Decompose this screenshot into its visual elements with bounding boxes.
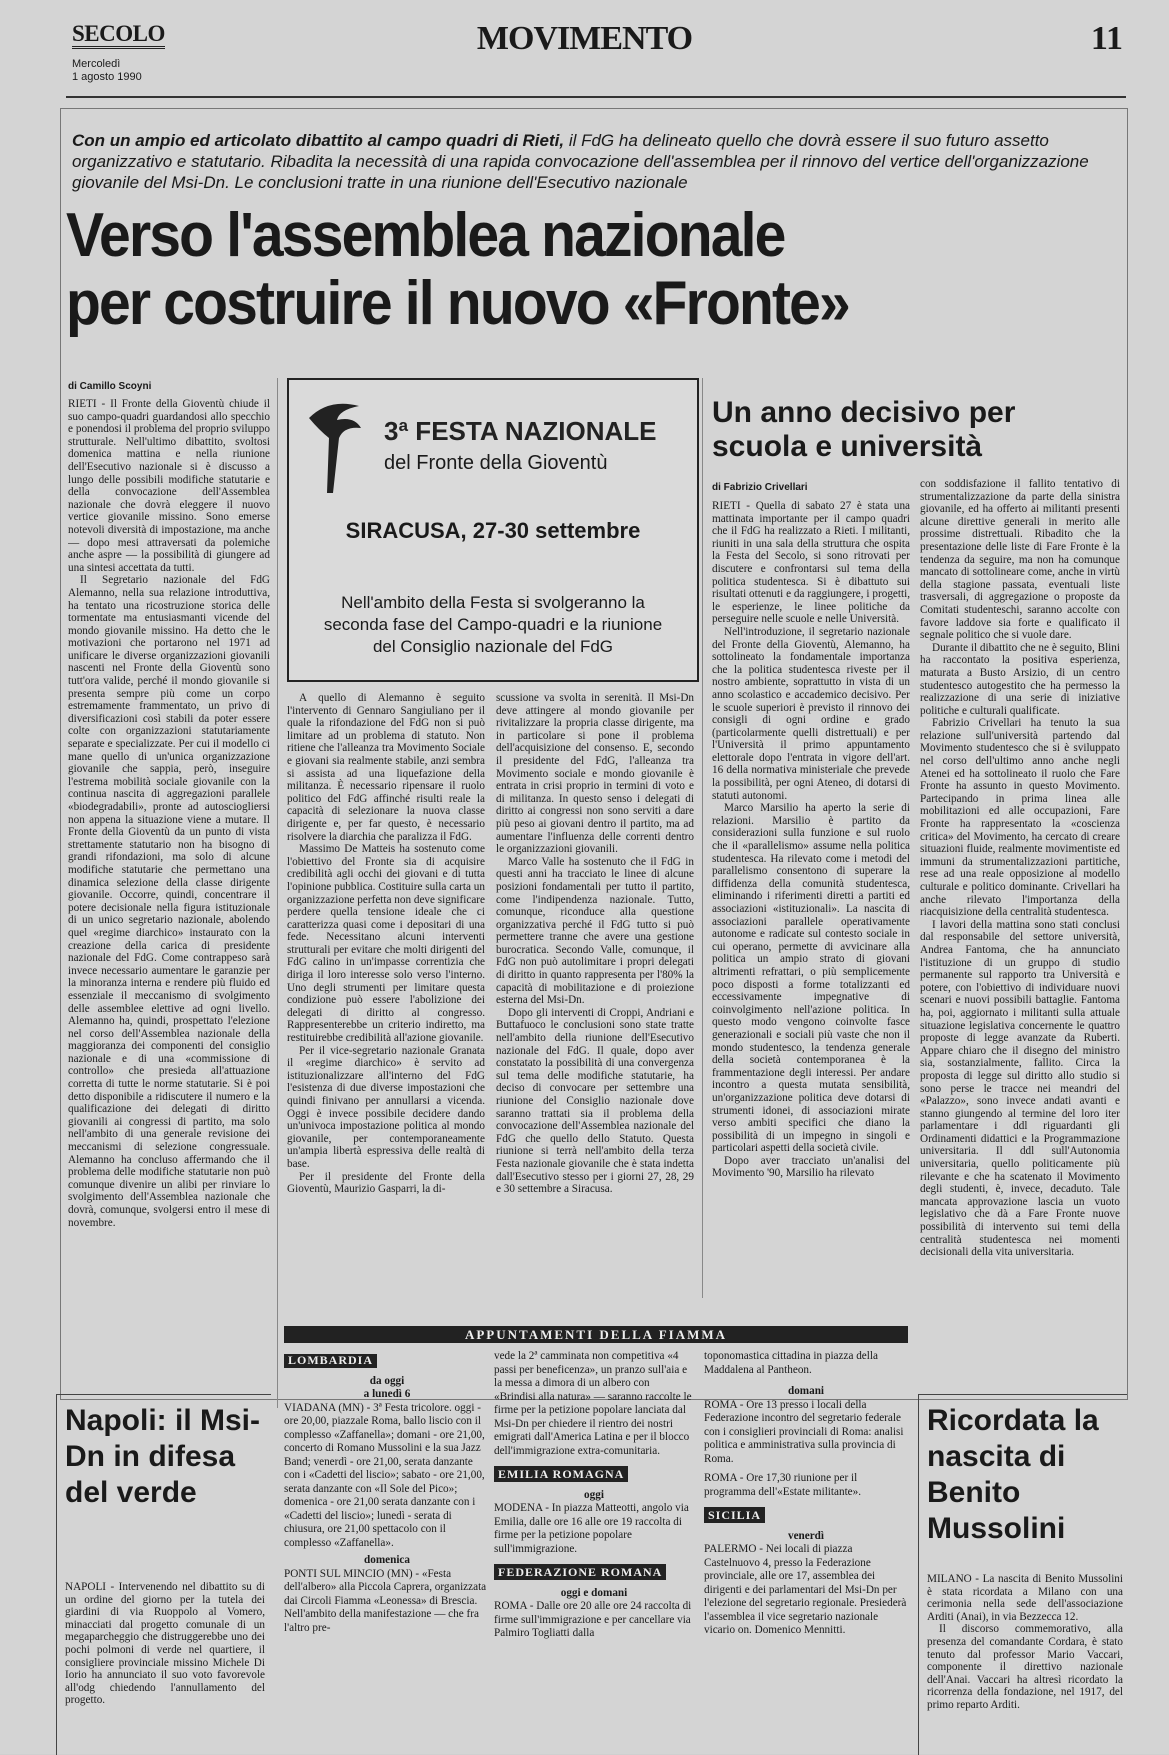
appuntamenti-col-2 [494, 1350, 694, 1749]
main-col2-p4: Per il presidente del Fronte della Gioventù, Maurizio Gasparri, la di- [287, 1170, 485, 1196]
masthead-logo: SECOLO [72, 22, 165, 49]
main-col2-p1: A quello di Alemanno è seguito l'intervento di Gennaro Sangiuliano per il quale la rifondazione del FdG non si può limitare ad un problema di statuto. Non ritiene che l'alleanza tra Movimento Sociale e giovani sia realmente stabile, anzi sembra si assista ad una liquefazione della militanza. È necessario ripensare il ruolo politico del FdG affinché risulti reale la capacità di selezionare la nuova classe dirigente e, per far questo, è necessario risolvere la diarchia che paralizza il FdG. [287, 692, 485, 843]
region-label: SICILIA [704, 1507, 765, 1523]
mussolini-headline: Ricordata la nascita di Benito Mussolini [927, 1404, 1099, 1545]
column-divider [702, 378, 703, 1298]
main-col3-p1: scussione va svolta in serenità. Il Msi-Dn deve attingere al mondo giovanile per rivitalizzare la propria classe dirigente, ma in particolare si pone il problema dell'acquisizione del consenso. E, secondo il presidente del FdG, l'alleanza tra Movimento sociale e mondo giovanile è entrata in crisi proprio in termini di voto e di militanza. In questo senso i delegati di diritto ai congressi non sono serviti a dare più peso ai giovani dentro il partito, ma ad aumentare l'influenza delle correnti dentro le organizzazioni giovanili. [496, 692, 694, 856]
scuola-col2-p2: Durante il dibattito che ne è seguito, Blini ha raccontato la positiva esperienza, maturata a Busto Arsizio, di un centro studentesco autogestito che ha permesso la realizzazione di una serie di iniziative politiche e culturali qualificate. [920, 641, 1120, 717]
napoli-body [65, 1581, 265, 1751]
main-byline: di Camillo Scoyni [68, 381, 152, 392]
main-col3-p2: Marco Valle ha sostenuto che il FdG in questi anni ha tracciato le linee di alcune posizioni fondamentali per tutto il partito, come l'indipendenza nazionale. Tutto, comunque, riconduce alla questione organizzativa perché il FdG tutto si può permettere tranne che avere una gestione burocratica. Secondo Valle, comunque, il FdG non può autolimitare i propri delegati di diritto in quanto rappresenta per l'80% la capacità di mobilitazione e di proiezione esterna del Msi-Dn. [496, 855, 694, 1007]
ap-when: oggi [584, 1488, 604, 1501]
appuntamenti-bar: APPUNTAMENTI DELLA FIAMMA [284, 1326, 908, 1343]
festa-subtitle: del Fronte della Gioventù [384, 452, 608, 474]
scuola-col1-p4: Dopo aver tracciato un'analisi del Movimento '90, Marsilio ha rilevato [712, 1154, 910, 1180]
ap-entry: ROMA - Dalle ore 20 alle ore 24 raccolta di firme sull'immigrazione e per cancellare via Palmiro Togliatti dalla [494, 1600, 692, 1639]
scuola-col1-p3: Marco Marsilio ha aperto la serie di relazioni. Marsilio è partito da considerazioni sulla funzione e sul ruolo che il «parallelismo» assume nella politica studentesca. Ha rilevato come i metodi del parallelismo consentono di superare la diffidenza della comunità studentesca, eliminando i riferimenti diretti a partiti ed associazioni «istituzionali». La nascita di associazioni parallele operativamente autonome e radicate sul contesto sociale in cui operano, permette di avvicinare alla politica un ampio strato di giovani altrimenti refrattari, o più semplicemente poco disposti a forme totalizzanti ed eccessivamente impegnative di coinvolgimento nell'azione politica. In questo modo vengono coinvolte fasce generazionali e sociali più vaste che non il mondo studentesco, la tendenza generale della società contemporanea è la frammentazione degli interessi. Per andare incontro a questa mutata sensibilità, un'organizzazione politica deve dotarsi di strumenti idonei, di associazioni mirate verso ambiti specifici che diano la possibilità di un impegno in singoli e particolari aspetti della società civile. [712, 802, 910, 1155]
region-label: LOMBARDIA [284, 1354, 377, 1368]
torch-flame-icon [299, 398, 369, 498]
mussolini-body-p2: Il discorso commemorativo, alla presenza del comandante Cordara, è stato tenuto dal professor Mario Vaccari, componente il direttivo nazionale dell'Anai. Vaccari ha altresì ricordato la ricorrenza della fondazione, nel 1917, del primo reparto Arditi. [927, 1623, 1123, 1711]
appuntamenti-col-1 [284, 1354, 490, 1749]
column-divider [277, 378, 278, 1408]
napoli-box [56, 1394, 271, 1755]
headline-line-1: Verso l'assemblea nazionale [66, 201, 785, 270]
ap-when: venerdì [787, 1529, 825, 1542]
headline-line-2: per costruire il nuovo «Fronte» [66, 269, 849, 338]
main-article-col-2 [287, 692, 485, 1302]
main-headline [66, 202, 1041, 338]
scuola-byline: di Fabrizio Crivellari [712, 482, 808, 493]
masthead-date-value: 1 agosto 1990 [72, 71, 142, 83]
ap-entry: vede la 2ª camminata non competitiva «4 passi per beneficenza», un pranzo sull'aia e la messa a dimora di un albero con «Brindisi alla natura» — saranno raccolte le firme per la petizione popolare lanciata dal Msi-Dn per chiedere il rientro dei nostri emigrati dall'America Latina e per il blocco dell'immigrazione extra-comunitaria. [494, 1350, 692, 1457]
main-col1-p2: Il Segretario nazionale del FdG Alemanno, nella sua relazione introduttiva, ha tentato una ricostruzione storica delle tormentate ma entusiasmanti vicende del mondo giovanile missino. Ha detto che le motivazioni che portarono nel 1971 ad unificare le diverse organizzazioni giovanili nascenti nel Fronte della Gioventù sono tutt'ora valide, perché il mondo giovanile si presenta sempre più come un corpo estremamente frammentato, un privo di diversificazioni così stabili da poter essere colte con organizzazioni statutariamente separate e specializzate. Per cui il modello ci mane quello di un'unica organizzazione giovanile che sappia, però, inseguire l'estrema mobilità sociale giovanile con la continua nascita di aggregazioni parallele «biodegradabili», pronte ad autosciogliersi non appena la situazione viene a mutare. Il Fronte della Gioventù da un punto di vista strettamente statutario non ha bisogno di grandi rifondazioni, ma solo di alcune modifiche statutarie che permettano una dinamica selezione della classe dirigente giovanile. Occorre, quindi, concentrare il potere decisionale nella figura istituzionale di un unico segretario nazionale, abolendo quel «regime diarchico» instaurato con la creazione della carica di presidente nazionale del FdG. Come contrappeso sarà invece necessario aumentare le garanzie per la minoranza interna e rendere più fluido ed essenziale il meccanismo di svolgimento delle assemblee elettive ad ogni livello. Alemanno ha, quindi, prospettato l'elezione nel corso dell'Assemblea nazionale della maggioranza dei componenti del consiglio nazionale e di una «commissione di controllo» che presieda all'attuazione corretta di tutte le norme statutarie. Si è poi detto disponibile a ridiscutere il numero e la qualificazione dei delegati di diritto giovanili ai congressi di partito, ma solo nell'ambito di una generale revisione dei meccanismi di selezione congressuale. Alemanno ha concluso affermando che il problema delle modifiche statutarie non può comunque divenire un alibi per rinviare lo svolgimento dell'Assemblea nazionale che dovrà, comunque, svolgersi entro il mese di novembre. [68, 574, 270, 1229]
region-label: EMILIA ROMAGNA [494, 1466, 628, 1482]
mussolini-box [918, 1394, 1127, 1755]
ap-when: a lunedì 6 [363, 1388, 411, 1400]
section-title: MOVIMENTO [476, 20, 693, 57]
main-col1-p1: RIETI - Il Fronte della Gioventù chiude il suo campo-quadri guardandosi allo specchio e ponendosi il problema del proprio sviluppo strutturale. Nell'ultimo dibattito, svoltosi domenica mattina e nella riunione dell'Esecutivo nazionale si è discusso a lungo delle possibili modifiche statutarie e della convocazione dell'Assemblea nazionale che dovrà eleggere il nuovo vertice giovanile missino. Sono emerse notevoli diversità di impostazione, ma anche — dopo mesi attraversati da polemiche anche aspre — la possibilità di giungere ad una sintesi accettata da tutti. [68, 398, 270, 574]
ap-when: da oggi [369, 1374, 405, 1387]
ap-entry: ROMA - Ore 17,30 riunione per il programma dell'«Estate militante». [704, 1472, 862, 1498]
scuola-col2-p4: I lavori della mattina sono stati conclusi dal responsabile del settore università, Andrea Fantoma, che ha annunciato l'istituzione di un gruppo di studio permanente sul rapporto tra Università e potere, con l'obiettivo di individuare nuovi scenari e nuovi possibili battaglie. Fantoma ha, poi, aggiornato i militanti sulla attuale situazione legislativa concernente le quattro proposte di legge avanzate da Ruberti. Appare chiaro che il disegno del ministro sia, sostanzialmente, fallito. Circa la proposta di legge sul diritto allo studio si sono perse le tracce nei meandri del «Palazzo», sono invece andati avanti e stanno giungendo al termine del loro iter parlamentare i ddl riguardanti gli Ordinamenti didattici e la Programmazione universitaria. Il ddl sull'Autonomia universitaria, quello politicamente più rilevante e che ha scatenato il Movimento degli studenti, è, invece, decaduto. Tale mancata approvazione lascia un vuoto legislativo che dà a Fare Fronte nuove possibilità di intervento sui temi della centralità studentesca nei momenti decisionali della vita universitaria. [920, 918, 1120, 1259]
ap-entry: VIADANA (MN) - 3ª Festa tricolore. oggi - ore 20,00, piazzale Roma, ballo liscio con il complesso «Zaffanella»; domani - ore 21,00, concerto di Romano Mussolini e la sua Jazz Band; venerdì - ore 21,00, serata danzante con i «Cadetti del liscio»; sabato - ore 21,00, serata danzante con «Il Sole del Pico»; domenica - ore 21,00 serata danzante con i «Cadetti del liscio»; lunedì - serata di chiusura, ore 21,00 spettacolo con il complesso «Zaffanella». [284, 1401, 485, 1549]
ap-entry: PONTI SUL MINCIO (MN) - «Festa dell'albero» alla Piccola Caprera, organizzata dai Circoli Fiamma «Leonessa» di Brescia. Nell'ambito della manifestazione — che fra l'altro pre- [284, 1567, 487, 1634]
ap-entry: ROMA - Ore 13 presso i locali della Federazione incontro del segretario federale con i consiglieri provinciali di Roma: analisi politica e amministrativa sulla provincia di Roma. [704, 1398, 904, 1465]
napoli-headline: Napoli: il Msi-Dn in difesa del verde [65, 1404, 260, 1509]
scuola-col2-p3: Fabrizio Crivellari ha tenuto la sua relazione sull'università partendo dal Movimento studentesco che si è sviluppato nel corso dell'ultimo anno anche negli Atenei ed ha sottolineato il ruolo che Fare Fronte ha assunto in questo Movimento. Partecipando in prima linea alle mobilitazioni ed alle occupazioni, Fare Fronte ha rappresentato la «coscienza critica» del Movimento, ha cercato di creare situazioni fluide, realmente movimentiste ed immuni da strumentalizzazioni partitiche, rese ad una reale opposizione al modello culturale e politico dominante. Crivellari ha anche rilevato l'importanza della riacquisizione della centralità studentesca. [920, 717, 1120, 919]
mussolini-body [927, 1573, 1123, 1751]
main-col2-p2: Massimo De Matteis ha sostenuto come l'obiettivo del Fronte sia di acquisire credibilità agli occhi dei giovani e di tutta l'opinione pubblica. Costituire sulla carta un organizzazione perfetta non deve significare perdere quella tensione ideale che ci caratterizza quasi come i depositari di una fede. Necessitano alcuni interventi strutturali per evitare che molti dirigenti del FdG calino in un'impasse correntizia che diriga il loro interesse solo verso l'interno. Uno degli strumenti per limitare questa condizione può essere l'abolizione dei delegati di diritto al congresso. Rappresenterebbe un criterio indiretto, ma restituirebbe credibilità all'azione giovanile. [287, 843, 485, 1045]
festa-note: Nell'ambito della Festa si svolgeranno la seconda fase del Campo-quadri e la riunione del Consiglio nazionale del FdG [323, 593, 663, 656]
region-label: FEDERAZIONE ROMANA [494, 1564, 666, 1580]
ap-entry: MODENA - In piazza Matteotti, angolo via Emilia, dalle ore 16 alle ore 19 raccolta di firme per la petizione popolare sull'immigrazione. [494, 1502, 689, 1555]
masthead-rule [66, 96, 1126, 98]
lead-rest: il FdG ha delineato quello che dovrà essere il suo futuro assetto organizzativo e statutario. Ribadita la necessità di una rapida convocazione dell'assemblea per il rinnovo del vertice dell'organizzazione giovanile del Msi-Dn. Le conclusioni tratte in una riunione dell'Esecutivo nazionale [72, 131, 1089, 192]
ap-entry: toponomastica cittadina in piazza della Maddalena al Pantheon. [704, 1350, 878, 1376]
main-col2-p3: Per il vice-segretario nazionale Granata il «regime diarchico» è servito ad istituzionalizzare all'interno del FdG l'esistenza di due diverse impostazioni che quindi finivano per annullarsi a vicenda. Oggi è invece possibile decidere dando un'univoca impostazione politica al mondo giovanile, per contemporaneamente un'ampia libertà espressiva delle realtà di base. [287, 1044, 485, 1170]
ap-when: oggi e domani [560, 1586, 628, 1599]
ap-entry: PALERMO - Nei locali di piazza Castelnuovo 4, presso la Federazione provinciale, alle ore 17, assemblea dei dirigenti e dei parlamentari del Msi-Dn per l'elezione del segretario regionale. Presiederà l'assemblea il vice segretario nazionale vicario on. Domenico Mennitti. [704, 1543, 907, 1636]
scuola-headline: Un anno decisivo per scuola e università [712, 396, 1016, 463]
page-number: 11 [1090, 20, 1123, 57]
masthead-day: Mercoledì [72, 58, 121, 70]
festa-title: 3ª FESTA NAZIONALE [384, 416, 657, 446]
scuola-col1-p1: RIETI - Quella di sabato 27 è stata una mattinata importante per il campo quadri che il FdG ha realizzato a Rieti. I militanti, riuniti in una sala della struttura che ospita la Festa del Secolo, si sono ritrovati per discutere e confrontarsi sul tema della politica studentesca. Si è dibattuto sui risultati ottenuti e da raggiungere, i progetti, le esperienze, le linee politiche da perseguire nelle scuole e nelle Università. [712, 500, 910, 626]
ap-when: domani [787, 1385, 825, 1397]
napoli-body-p1: NAPOLI - Intervenendo nel dibattito su di un ordine del giorno per la tutela dei giardini di via Ruoppolo al Vomero, minacciati dal progetto comunale di un megaparcheggio che distruggerebbe uno dei pochi polmoni di verde nel quartiere, il consigliere provinciale missino Michele Di Iorio ha annunciato il suo voto favorevole all'odg chiedendo l'annullamento del progetto. [65, 1581, 265, 1707]
scuola-col2-p1: con soddisfazione il fallito tentativo di strumentalizzazione da parte della sinistra giovanile, ed ha offerto ai militanti presenti alcune direttive generali in merito alle prossime distrettuali. Ribadito che la presentazione delle liste di Fare Fronte è la tendenza da seguire, ma non ha comunque mancato di sottolineare come, anche in virtù della stagione passata, eventuali liste trasversali, di aggregazione o proposte da Comitati studenteschi, saranno accolte con favore laddove sia forte e qualificato il segnale politico che si vuole dare. [920, 478, 1120, 642]
festa-announcement-box [287, 378, 699, 682]
main-article-col-1 [68, 398, 270, 1408]
scuola-col1-p2: Nell'introduzione, il segretario nazionale del Fronte della Gioventù, Alemanno, ha sottolineato la fondamentale importanza che la politica studentesca riveste per il nostro ambiente, soprattutto in vista di un anno scolastico e accademico decisivo. Per le scuole superiori è previsto il rinnovo dei consigli di ogni ordine e grado (particolarmente quelli distrettuali) e per l'Università il primo appuntamento elettorale dopo l'entrata in vigore dell'art. 16 della normativa ministeriale che prevede la possibilità, per ogni Ateneo, di dotarsi di statuti autonomi. [712, 625, 910, 802]
scuola-col-2 [920, 478, 1120, 1410]
festa-date: SIRACUSA, 27-30 settembre [345, 518, 641, 543]
ap-when: domenica [364, 1554, 410, 1566]
lead-paragraph [72, 130, 1092, 193]
main-col3-p3: Dopo gli interventi di Croppi, Andriani e Buttafuoco le conclusioni sono state tratte nell'ambito della riunione dell'Esecutivo nazionale del FdG. Il quale, dopo aver constatato la possibilità di una convergenza sul tema delle modifiche statutarie, ha deciso di convocare per settembre una riunione del Consiglio nazionale dove saranno trattati sia il problema della convocazione dell'Assemblea nazionale del FdG che quello dello Statuto. Questa riunione si terrà nell'ambito della terza Festa nazionale giovanile che è stata indetta dall'Esecutivo stesso per i giorni 27, 28, 29 e 30 settembre a Siracusa. [496, 1006, 694, 1196]
scuola-col-1 [712, 500, 910, 1300]
mussolini-body-p1: MILANO - La nascita di Benito Mussolini è stata ricordata a Milano con una cerimonia nella sede dell'associazione Arditi (Anai), in via Bezzecca 12. [927, 1573, 1123, 1623]
main-article-col-3 [496, 692, 694, 1302]
masthead-date [72, 58, 142, 84]
lead-bold: Con un ampio ed articolato dibattito al campo quadri di Rieti, [72, 131, 565, 150]
appuntamenti-col-3 [704, 1350, 908, 1749]
